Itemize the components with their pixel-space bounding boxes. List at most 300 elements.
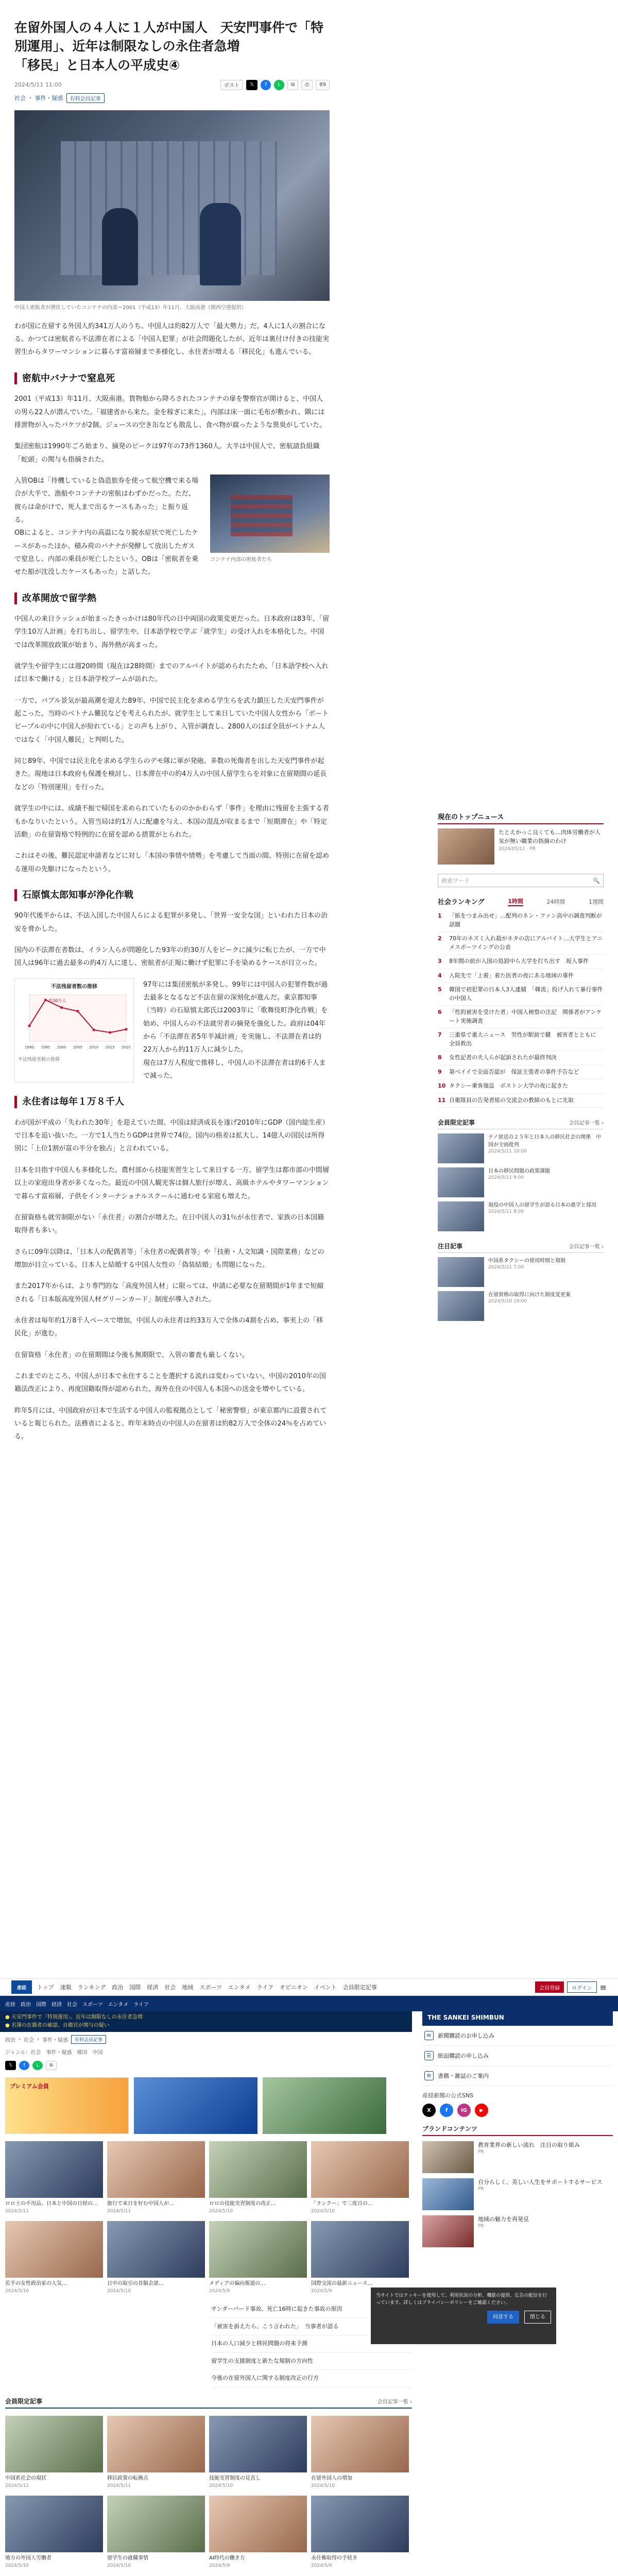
cookie-accept-button[interactable]: 同意する (487, 2311, 519, 2324)
x-share-icon[interactable]: 𝕏 (5, 2061, 16, 2070)
brand-pr: PR (478, 2186, 484, 2192)
chart-row (14, 978, 330, 1083)
card-thumbnail (311, 2416, 409, 2472)
news-timestamp: 2024/5/11 7:00 (488, 1265, 524, 1270)
article-paragraph: 一方で、バブル景気が最高潮を迎えた89年、中国で民主化を求める学生らを武力鎮圧した天安門事件が起こった。当時のベトナム難民などを考えられたが、就学生として来日していた中国人女性から「ボートピープルの中に中国人が紛れている」との声も上がり、入管が調査し、2800人のほぼ全員がベトナム人ではなく「中国人難民」と判明した。 (14, 697, 329, 744)
post-button[interactable]: ポスト (220, 80, 243, 90)
card-timestamp: 2024/5/10 (209, 2209, 233, 2214)
nav-item[interactable]: ランキング (77, 1984, 106, 1991)
x-icon[interactable]: X (422, 2104, 436, 2117)
officer-figure-left (102, 208, 138, 285)
article-paragraph: 90年代後半からは、不法入国した中国人らによる犯罪が多発し、「世界一安全な国」といわれた日本の治安を脅かした。 (14, 912, 328, 933)
nav-item[interactable]: ライフ (256, 1984, 273, 1991)
card-timestamp: 2024/5/9 (311, 2289, 332, 2294)
member-cards (5, 2496, 412, 2568)
news-body (488, 1133, 604, 1163)
rank-title: 女性記者の夫人らが起訴されたが最終判決 (449, 1054, 557, 1061)
link-icon: ⚙ (424, 2071, 434, 2080)
copy-link-icon[interactable]: ⧉ (46, 2061, 56, 2070)
data-point (109, 1031, 111, 1033)
card-thumbnail (209, 2496, 307, 2552)
headline-text: 在留外国人の４人に１人が中国人 天安門事件で「特別運用」、近年は制限なしの永住者急増 (14, 20, 324, 54)
brand-thumbnail (422, 2215, 474, 2247)
category-item[interactable]: エンタメ (108, 2002, 129, 2008)
article-paragraph: 集団密航は1990年ごろ始まり、摘発のピークは97年の73件1360人。大半は中国人で、密航請負組織「蛇頭」の関与も指摘された。 (14, 443, 320, 464)
genre-row (14, 93, 330, 103)
brand-item[interactable] (422, 2178, 613, 2210)
news-timestamp: 2024/5/11 9:00 (488, 1175, 524, 1180)
inline-photo-caption: コンテナ内部の密航者たち (210, 556, 272, 563)
brand-item[interactable] (422, 2215, 613, 2247)
brand-body (478, 2178, 602, 2210)
ranking-item[interactable] (438, 909, 604, 932)
sankei-logo[interactable]: THE SANKEI SHIMBUN (422, 2009, 613, 2026)
data-point (44, 998, 47, 1001)
subscribe-link[interactable] (422, 2066, 613, 2086)
ad-banner-2[interactable] (134, 2077, 258, 2134)
photo-caption: 中国人密航者が潜伏していたコンテナの内部＝2001（平成13）年11月、大阪南港（関西空港提供） (14, 304, 247, 311)
card-thumbnail (5, 2221, 103, 2278)
brand-pr: PR (478, 2223, 484, 2229)
more-link[interactable]: 会員記事一覧 › (377, 2399, 412, 2405)
nav-item[interactable]: 政治 (112, 1984, 124, 1991)
nav-item[interactable]: 会員限定記事 (342, 1984, 377, 1991)
x-tick-label: 2010 (89, 1045, 99, 1049)
article-card[interactable] (107, 2141, 205, 2214)
card-thumbnail (209, 2416, 307, 2472)
social-heading: 産経新聞の公式SNS (422, 2092, 474, 2099)
ranking-list (438, 909, 604, 1108)
news-thumbnail (438, 1167, 484, 1197)
article-paragraph: 97年には集団密航が多発し、99年には中国人の犯罪件数が過去最多となるなど不法在留の深刻化が進んだ。東京都知事（当時）の石原慎太郎氏は2003年に「歌舞伎町浄化作戦」を始め、中国人らの不法就労者の摘発を強化した。政府は04年から「不法滞在者5年半減計画」を実施し、不法滞在者は約22万人から約11万人に減少した。 (143, 980, 328, 1054)
article-paragraph: さらに09年以降は、「日本人の配偶者等」「永住者の配偶者等」や「技術・人文知識・国際業務」などの増加が目立っている。日本人と結婚する中国人女性の「偽装結婚」も問題になった。 (14, 1248, 324, 1269)
container-photo (210, 474, 330, 553)
article-meta (14, 80, 330, 90)
card-timestamp: 2024/5/9 (209, 2563, 230, 2568)
illegal-stay-chart[interactable] (14, 978, 134, 1083)
news-title: 中国系タクシーの使用時間と規制 (488, 1258, 565, 1264)
card-title: AI時代の働き方 (209, 2555, 245, 2561)
premium-tag: 有料会員記事 (71, 2035, 106, 2044)
news-item[interactable] (438, 1201, 604, 1231)
brand-item[interactable] (422, 2141, 613, 2173)
card-thumbnail (5, 2416, 103, 2472)
brand-thumbnail (422, 2141, 474, 2173)
rank-title: 第ベイイで全面否認が 保証主張者の事件予告など (449, 1068, 579, 1075)
news-title: 現役の中国人の留学生が語る日本の進学と採用 (488, 1202, 596, 1208)
card-thumbnail (107, 2221, 205, 2278)
article-paragraph: 現在は7万人程度で推移し、中国人の不法滞在者は約6千人まで減った。 (143, 1059, 326, 1080)
rank-number: 5 (438, 986, 442, 993)
rank-number: 7 (438, 1031, 442, 1038)
ticker-item[interactable]: ● 名簿の在籍者の確認、自衛官が関与の疑い (5, 2023, 109, 2028)
link-label: 紙面購読の申し込み (438, 2053, 489, 2059)
data-point (93, 1028, 95, 1031)
news-thumbnail (438, 1133, 484, 1163)
headline-link[interactable]: 日本の人口減少と移民問題の将来予測 (211, 2335, 412, 2353)
copy-link-icon[interactable]: ⧉ (287, 80, 298, 90)
card-title: 地方の外国人労働者 (5, 2555, 52, 2561)
topnews-pr: 2024/05/11 · PR (499, 846, 536, 852)
breaking-ticker (0, 2011, 412, 2032)
card-timestamp: 2024/5/11 (107, 2209, 131, 2214)
category-item[interactable]: 国際 (36, 2002, 46, 2008)
nav-item[interactable]: トップ (37, 1984, 54, 1991)
news-thumbnail (438, 1201, 484, 1231)
menu-icon[interactable]: ≡ (599, 1982, 607, 1992)
card-thumbnail (5, 2141, 103, 2198)
ad-banner-3[interactable] (263, 2077, 386, 2134)
featured-news-list (438, 1257, 604, 1321)
article-card[interactable] (311, 2221, 409, 2294)
crumb-item[interactable]: 政治 (5, 2038, 15, 2043)
cookie-banner (371, 2287, 556, 2344)
facebook-share-icon[interactable]: f (261, 80, 271, 90)
section-heading-smuggling: 密航中バナナで窒息死 (14, 372, 330, 384)
rank-number: 2 (438, 935, 442, 942)
card-title: 国際交流の最新ニュース… (311, 2281, 373, 2286)
lower-share-bar (5, 2061, 412, 2070)
line-share-icon[interactable]: L (274, 80, 284, 90)
comment-count[interactable]: 89 (316, 80, 330, 90)
article-card[interactable] (5, 2141, 103, 2214)
social-icons (422, 2104, 613, 2117)
category-item[interactable]: 政治 (21, 2002, 31, 2008)
rank-number: 8 (438, 1054, 442, 1061)
article-card[interactable] (5, 2221, 103, 2294)
news-item[interactable] (438, 1257, 604, 1287)
card-title: 永住権取得の手続き (311, 2555, 357, 2561)
news-title: 在留資格の取得に向けた制度変更案 (488, 1292, 571, 1298)
search-placeholder: 検索ワード (441, 877, 470, 884)
x-tick-label: 2000 (57, 1045, 66, 1049)
more-link[interactable]: 会員記事一覧 › (569, 1244, 604, 1250)
subscribe-links (422, 2026, 613, 2086)
login-button[interactable]: ログイン (567, 1981, 597, 1993)
rank-title: 70年のネズミ入れ殺がネタの店にアルバイト…大学生とアニメスポーツイングの公表 (449, 935, 603, 951)
inline-photo-row (14, 474, 330, 579)
nav-items (37, 1983, 377, 1991)
nav-item[interactable]: スポーツ (199, 1984, 222, 1991)
card-thumbnail (311, 2141, 409, 2198)
brand-title: 自分らしく、美しい人生をサポートするサービス (478, 2179, 603, 2185)
article-card[interactable] (5, 2416, 103, 2488)
tab-1week[interactable]: 1週間 (588, 898, 604, 905)
line-share-icon[interactable]: L (32, 2061, 43, 2070)
facebook-icon[interactable]: f (440, 2104, 453, 2117)
card-title: ロロ土の不用品、日本と中国の日経の… (5, 2201, 98, 2207)
news-body (488, 1257, 565, 1287)
ranking-item[interactable] (438, 1051, 604, 1065)
youtube-icon[interactable]: ▶ (475, 2104, 488, 2117)
chart-side-text (143, 978, 330, 1083)
news-item[interactable] (438, 1167, 604, 1197)
crumb-item[interactable]: 社会 (24, 2038, 34, 2043)
headline-link[interactable]: 「被害を訴えたら、こう言われた」 当事者が語る (211, 2318, 412, 2336)
card-timestamp: 2024/5/9 (311, 2563, 332, 2568)
news-title: テノ放送の２５年と日本人の移民社会の関係 中国が全面批判 (488, 1134, 602, 1148)
headline-link[interactable]: 今後の在留外国人に関する制度改正の行方 (211, 2370, 412, 2387)
brand-thumbnail (422, 2178, 474, 2210)
card-timestamp: 2024/5/10 (311, 2483, 335, 2488)
news-body (488, 1291, 571, 1321)
article-paragraph: 日本を目指す中国人も多様化した。農村部から技能実習生として来日する一方、留学生は都市部の中間層以上の家庭出身者が多くなった。最近の中国人観光客は個人旅行が増え、高級ホテルやタワーマンションで暮らす富裕層、子供をインターナショナルスクールに通わせる家庭も増えた。 (14, 1166, 330, 1200)
intro-paragraph: わが国に在留する外国人約341万人のうち、中国人は約82万人で「最大勢力」だ。4人に1人の割合になる。かつては密航者ら不法滞在者による「中国人犯罪」が社会問題化したが、近年は裏付け付きの技能実習生からタワーマンションに暮らす富裕層まで多様化し、永住者が増える「移民化」も進んでいる。 (14, 322, 330, 357)
article-paragraph: 就学生や留学生には週20時間（現在は28時間）までのアルバイトが認められたため、「日本語学校へ入れば日本で働ける」と日本語学校ブームが訪れた。 (14, 663, 329, 684)
site-logo[interactable]: 産経 (11, 1980, 32, 1994)
chart-caption: 不法残留者数の推移 (18, 1057, 60, 1062)
link-icon: ☰ (424, 2051, 434, 2060)
ranking-item[interactable] (438, 1094, 604, 1108)
article-paragraph: 同じ89年、中国では民主化を求める学生らのデモ隊に軍が発砲、多数の死傷者を出した天安門事件が起きた。現地は日本政府も保護を検討し、日本滞在中の約4万人の中国人留学生らを対象に在留期間の延長などの「特別運用」を行った。 (14, 757, 327, 791)
container-interior (61, 141, 277, 275)
inline-photo[interactable] (210, 474, 330, 579)
card-thumbnail (107, 2416, 205, 2472)
news-body (488, 1201, 596, 1231)
article-paragraph: これはその後、難民認定申請者などに対し「本国の事情や情勢」を考慮して当面の間、特別に在留を認める運用の先駆けになったという。 (14, 852, 330, 873)
category-item[interactable]: 産経 (5, 2002, 15, 2008)
category-item[interactable]: 経済 (52, 2002, 62, 2008)
rank-number: 6 (438, 1009, 442, 1015)
ad-strip (5, 2077, 412, 2134)
x-share-icon[interactable]: 𝕏 (246, 80, 258, 90)
card-timestamp: 2024/5/9 (209, 2289, 230, 2294)
ranking-item[interactable] (438, 983, 604, 1006)
rank-number: 9 (438, 1068, 442, 1075)
card-thumbnail (107, 2141, 205, 2198)
card-timestamp: 2024/5/10 (311, 2209, 335, 2214)
ad-banner-premium[interactable] (5, 2077, 129, 2134)
article-paragraph: 在留資格も就労制限がない「永住者」の割合が増えた。在日中国人の31％が永住者で、家族の日本国籍取得者も多い。 (14, 1213, 324, 1235)
article-card[interactable] (209, 2416, 307, 2488)
article-card[interactable] (311, 2496, 409, 2568)
more-link[interactable]: 会員記事一覧 › (569, 1121, 604, 1126)
x-tick-label: 2005 (73, 1045, 82, 1049)
category-item[interactable]: スポーツ (82, 2002, 103, 2008)
article-card[interactable] (107, 2221, 205, 2294)
rank-title: 入院先で「上着」着た医者の夜にある地域の事件 (449, 972, 574, 979)
nav-actions (535, 1981, 607, 1993)
x-tick-label: 2020 (122, 1045, 130, 1049)
crumb-item[interactable]: 事件・疑惑 (42, 2038, 68, 2043)
rank-number: 3 (438, 958, 442, 964)
section-heading-permanent: 永住者は毎年１万８千人 (14, 1096, 330, 1108)
genre-link-society[interactable]: 社会 (14, 95, 26, 102)
nav-item[interactable]: 地域 (182, 1984, 194, 1991)
rank-title: 三重県で重大ニュース 男性が駅前で鍵 被害者とともに 全員救出 (449, 1031, 602, 1047)
brand-pr: PR (478, 2149, 484, 2155)
genre-line: ジャンル：社会 事件・疑惑 韓国 中国 (5, 2050, 103, 2056)
premium-tag: 有料会員記事 (66, 93, 105, 103)
card-title: 「ランクー」で三度目の… (311, 2201, 373, 2207)
card-timestamp: 2024/5/10 (107, 2289, 131, 2294)
featured-news-heading (438, 1242, 604, 1253)
x-tick-label: 1990 (25, 1045, 34, 1049)
subscribe-link[interactable] (422, 2046, 613, 2066)
article-paragraph: これまでのところ、中国人が日本で永住することを選択する流れは変わっていない。中国の2010年の国籍法改正により、再度国籍取得が認められた。海外在住の中国人も本国への送金を増やしている。 (14, 1372, 326, 1394)
article-card[interactable] (107, 2416, 205, 2488)
print-icon[interactable]: ⎙ (301, 80, 313, 90)
category-item[interactable]: ライフ (133, 2002, 149, 2008)
breadcrumb: 政治 › 社会 › 事件・疑惑 有料会員記事 (5, 2035, 412, 2044)
article-paragraph: わが国が平成の「失われた30年」を迎えていた間、中国は経済成長を遂げ2010年にGDP（国内総生産）で日本を追い抜いた。一方で1人当たりGDPは世界で74位。国内の格差は拡大し、14億人の国民は所得別に「上位1割が富の半分を独占」と言われている。 (14, 1118, 329, 1153)
headline-link[interactable]: サンダーバード事故、死亡16時に起きた事故の原因 (211, 2301, 412, 2318)
headline-link[interactable]: 留学生の支援制度と新たな規制の方向性 (211, 2353, 412, 2370)
cookie-text: 当サイトではクッキーを使用して、利用状況の分析、機能の提供、広告の配信を行っています。詳しくはプライバシーポリシーをご確認ください。 (376, 2293, 547, 2306)
x-tick-label: 2015 (105, 1045, 115, 1049)
search-icon[interactable]: 🔍 (593, 877, 600, 884)
card-timestamp: 2024/5/10 (107, 2563, 131, 2568)
tab-1hour[interactable]: 1時間 (508, 897, 523, 906)
article-paragraph: 永住者は毎年約1万8千人ペースで増加。中国人の永住者は約33万人で全体の4割を占め、事実上の「移民化」が進む。 (14, 1316, 323, 1338)
ranking-item[interactable] (438, 932, 604, 955)
article-paragraph: 在留資格「永住者」の在留期間は今後も無期限で、入管の審査も厳しくない。 (14, 1351, 249, 1359)
article-card[interactable] (311, 2141, 409, 2214)
data-point (77, 1010, 79, 1012)
news-body (488, 1167, 550, 1197)
nav-item[interactable]: オピニオン (279, 1984, 308, 1991)
series-title: 「移民」と日本人の平成史④ (14, 57, 180, 73)
featured-news-title: 注目記事 (438, 1243, 463, 1250)
cookie-close-button[interactable]: 閉じる (524, 2311, 551, 2324)
news-item[interactable] (438, 1291, 604, 1321)
card-title: 中国系社会の現状 (5, 2475, 46, 2481)
topnews-item[interactable] (438, 828, 604, 865)
member-news-heading (438, 1118, 604, 1129)
genre-separator: ･ (29, 95, 32, 102)
nav-item[interactable]: 社会 (164, 1984, 176, 1991)
member-section-heading (5, 2397, 412, 2409)
nav-item[interactable]: 経済 (147, 1984, 159, 1991)
section-heading-cleanup: 石原慎太郎知事が浄化作戦 (14, 889, 330, 901)
nav-item[interactable]: 速報 (60, 1984, 72, 1991)
chart-title: 不法残留者数の推移 (51, 984, 97, 990)
tab-24hours[interactable]: 24時間 (546, 898, 565, 905)
rank-title: 韓国で初犯罪の日本人3人逮捕 「韓流」投げ入れて暴行事件の中国人 (449, 986, 603, 1002)
link-label: 新聞購読のお申し込み (438, 2032, 494, 2039)
news-title: 日本の移民問題の政策課題 (488, 1168, 550, 1174)
article-card[interactable] (107, 2496, 205, 2568)
search-input[interactable] (438, 874, 604, 887)
news-timestamp: 2024/5/11 10:00 (488, 1149, 527, 1154)
ranking-item[interactable] (438, 1065, 604, 1080)
card-title: 技能実習制度の見直し (209, 2475, 261, 2481)
article-card[interactable] (209, 2221, 307, 2294)
facebook-share-icon[interactable]: f (19, 2061, 29, 2070)
card-title: 日中の取引の首脳会談… (107, 2281, 164, 2286)
brand-title: 教育業界の新しい流れ 注目の取り組み (478, 2142, 580, 2148)
rank-title: 「紙をつまみ出せ」…配列のネン・ファン高中の調査判断が話題 (449, 912, 602, 928)
card-title: メディアの偏向報道の… (209, 2281, 266, 2286)
member-news-title: 会員限定記事 (438, 1119, 475, 1126)
member-cards (5, 2416, 412, 2488)
topnews-heading: 現在のトップニュース (438, 811, 604, 824)
news-timestamp: 2024/5/10 19:00 (488, 1299, 527, 1304)
article-card[interactable] (5, 2496, 103, 2568)
data-point (125, 1028, 128, 1030)
card-title: 若手の女性政治家の人気… (5, 2281, 67, 2286)
card-timestamp: 2024/5/10 (209, 2483, 233, 2488)
rank-number: 1 (438, 912, 442, 919)
article-paragraph: 中国人の来日ラッシュが始まったきっかけは80年代の日中両国の政策変更だった。日本政府は83年、「留学生10万人計画」を打ち出し、留学生や、日本語学校で学ぶ「就学生」の受け入れを本格化した。中国では改革開放政策が始まり、海外熱が高まった。 (14, 615, 330, 649)
news-timestamp: 2024/5/11 8:00 (488, 1209, 524, 1214)
card-title: 留学生の就職事情 (107, 2555, 148, 2561)
card-thumbnail (209, 2221, 307, 2278)
ranking-item[interactable] (438, 1079, 604, 1094)
nav-item[interactable]: エンタメ (228, 1984, 251, 1991)
brand-title: 地域の魅力を再発見 (478, 2216, 529, 2223)
article-paragraph: 入管OBは「待機していると偽造旅券を使って航空機で来る場合が大半で、漁船やコンテナの密航はわずかだった。ただ、彼らは命がけで、死人まで出るケースもあった」と振り返る。 (14, 477, 199, 524)
instagram-icon[interactable]: IG (457, 2104, 471, 2117)
card-timestamp: 2024/5/11 (5, 2483, 29, 2488)
rank-title: 「性的被害を受けた者」中国人検察の注記 関係者がアンケート実施調査 (449, 1009, 602, 1024)
card-thumbnail (311, 2221, 409, 2278)
genre-link-incident[interactable]: 事件・疑惑 (35, 95, 63, 102)
article-card[interactable] (209, 2141, 307, 2214)
ranking-title: 社会ランキング (438, 899, 485, 906)
member-news-list (438, 1133, 604, 1231)
annotation-label: 約30万人 (48, 998, 66, 1003)
article-card[interactable] (311, 2416, 409, 2488)
nav-item[interactable]: イベント (314, 1984, 337, 1991)
link-icon: ✉ (424, 2031, 434, 2040)
lower-article (5, 2035, 412, 2568)
cookie-buttons (376, 2311, 551, 2324)
ranking-item[interactable] (438, 955, 604, 969)
officer-figure-right (200, 203, 241, 285)
article-card[interactable] (209, 2496, 307, 2568)
x-tick-label: 1995 (41, 1045, 50, 1049)
card-title: 旅行で来日を好む中国人が… (107, 2201, 174, 2207)
data-point (60, 1006, 63, 1009)
section-heading-study-boom: 改革開放で留学熱 (14, 592, 330, 604)
nav-item[interactable]: 国際 (129, 1984, 141, 1991)
inline-text (14, 474, 201, 579)
global-nav (0, 1978, 618, 1996)
ranking-item[interactable] (438, 1028, 604, 1051)
register-button[interactable]: 会員登録 (535, 1981, 564, 1993)
article-headline (14, 19, 330, 75)
share-bar (220, 80, 330, 90)
article-paragraph: OBによると、コンテナ内の高温になり脱水症状で死亡したケースがあったほか、積み荷のバナナが発酵して放出したガスで窒息し、内部の乗員が死亡したという。OBは「密航者を乗せた船が沈没したケースもあった」と話した。 (14, 529, 199, 577)
rank-title: 8年間の前が入国の処罰中ら大学を打ち出す 坂入事件 (449, 958, 589, 964)
card-thumbnail (311, 2496, 409, 2552)
data-point (28, 1024, 31, 1027)
card-thumbnail (5, 2496, 103, 2552)
main-photo (14, 110, 330, 301)
ticker-item[interactable]: ● 天安門事件で「特別運用」、近年は制限なしの永住者急増 (5, 2014, 143, 2020)
lower-right-column (422, 2009, 613, 2247)
ad-label: プレミアム会員 (10, 2083, 49, 2090)
ranking-item[interactable] (438, 969, 604, 984)
card-timestamp: 2024/5/10 (5, 2563, 29, 2568)
subscribe-link[interactable] (422, 2026, 613, 2046)
ranking-tabs (438, 896, 604, 906)
article (14, 19, 330, 1444)
news-item[interactable] (438, 1133, 604, 1163)
brand-body (478, 2215, 529, 2247)
brand-content-list (422, 2141, 613, 2247)
rank-title: タクシー乗客強盗 ボストン大学の夜に起きた (449, 1082, 568, 1089)
category-item[interactable]: 社会 (67, 2002, 77, 2008)
ranking-item[interactable] (438, 1006, 604, 1028)
article-paragraph: 国内の不法滞在者数は、イラン人らが問題化した93年の約30万人をピークに減少に転じたが、一方で中国人は96年に過去最多の約4万人に達し、密航者が正規に働けず犯罪に手を染めるケースが目立った。 (14, 946, 326, 968)
card-timestamp: 2024/5/10 (5, 2289, 29, 2294)
link-label: 書籍・雑誌のご案内 (438, 2073, 489, 2079)
related-cards (5, 2141, 412, 2214)
article-paragraph: 就学生の中には、成績不振で帰国を求められていたもののかかわらず「事件」を理由に残留を主張する者もかなりいたという。入管当局は約1万人に配慮を与え、本国の混乱が収まるまで「短期滞在」や「特定活動」の在留資格で特例的に在留を認める措置がとられた。 (14, 805, 330, 839)
card-thumbnail (209, 2141, 307, 2198)
